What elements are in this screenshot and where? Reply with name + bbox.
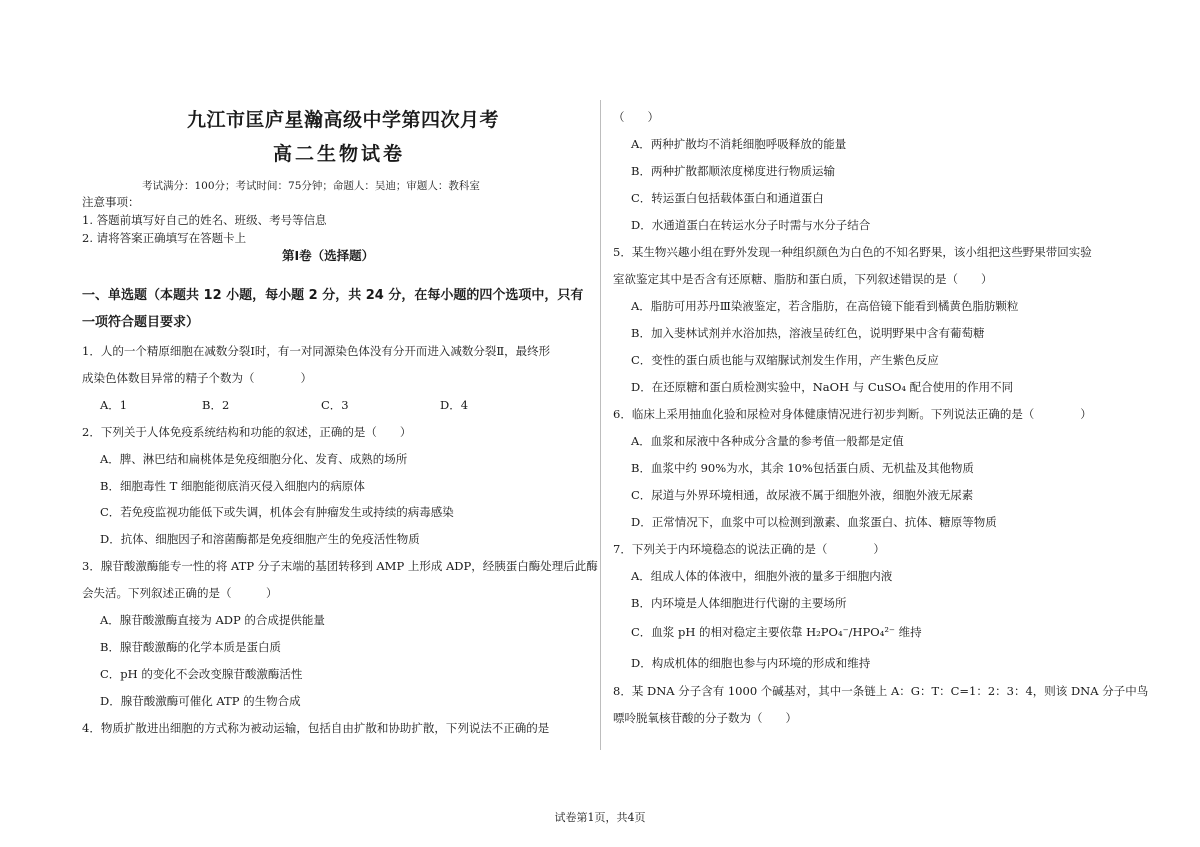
q7-option-d: D．构成机体的细胞也参与内环境的形成和维持 (631, 656, 871, 670)
q1-stem-line1: 1．人的一个精原细胞在减数分裂Ⅰ时，有一对同源染色体没有分开而进入减数分裂Ⅱ，最终形 (82, 344, 551, 358)
page-footer: 试卷第1页，共4页 (554, 811, 646, 824)
q8-stem-line2: 嘌呤脱氧核苷酸的分子数为（ ） (613, 711, 797, 725)
q6-option-a: A．血浆和尿液中各种成分含量的参考值一般都是定值 (631, 434, 904, 448)
notice-1: 1. 答题前填写好自己的姓名、班级、考号等信息 (82, 213, 327, 227)
q4-option-c: C．转运蛋白包括载体蛋白和通道蛋白 (631, 191, 824, 205)
q5-stem-line1: 5．某生物兴趣小组在野外发现一种组织颜色为白色的不知名野果，该小组把这些野果带回实验 (613, 245, 1092, 259)
q5-option-c: C．变性的蛋白质也能与双缩脲试剂发生作用，产生紫色反应 (631, 353, 939, 367)
notice-2: 2. 请将答案正确填写在答题卡上 (82, 231, 247, 245)
q2-option-d: D．抗体、细胞因子和溶菌酶都是免疫细胞产生的免疫活性物质 (100, 532, 420, 546)
section-heading: 第Ⅰ卷（选择题） (282, 248, 375, 263)
q5-stem-line2: 室欲鉴定其中是否含有还原糖、脂肪和蛋白质，下列叙述错误的是（ ） (613, 272, 993, 286)
q6-stem: 6．临床上采用抽血化验和尿检对身体健康情况进行初步判断。下列说法正确的是（ ） (613, 407, 1092, 421)
q1-option-b: B．2 (202, 398, 230, 412)
q2-option-a: A．脾、淋巴结和扁桃体是免疫细胞分化、发育、成熟的场所 (100, 452, 408, 466)
q1-option-a: A．1 (100, 398, 128, 412)
q7-option-c (613, 625, 922, 639)
q6-option-c: C．尿道与外界环境相通，故尿液不属于细胞外液，细胞外液无尿素 (631, 488, 974, 502)
q8-stem-line1: 8．某 DNA 分子含有 1000 个碱基对，其中一条链上 A：G：T：C=1：2：3：4，则该 DNA 分子中鸟 (613, 684, 1149, 698)
q7-option-a: A．组成人体的体液中，细胞外液的量多于细胞内液 (631, 569, 893, 583)
q1-stem-line2: 成染色体数目异常的精子个数为（ ） (82, 371, 312, 385)
q7-option-c-formula: H₂PO₄⁻/HPO₄²⁻ (806, 625, 896, 639)
q4-option-b: B．两种扩散都顺浓度梯度进行物质运输 (631, 164, 835, 178)
q3-option-a: A．腺苷酸激酶直接为 ADP 的合成提供能量 (100, 613, 325, 627)
q2-option-b: B．细胞毒性 T 细胞能彻底消灭侵入细胞内的病原体 (100, 479, 365, 493)
q2-stem: 2．下列关于人体免疫系统结构和功能的叙述，正确的是（ ） (82, 425, 412, 439)
q4-option-d: D．水通道蛋白在转运水分子时需与水分子结合 (631, 218, 871, 232)
q4-option-a: A．两种扩散均不消耗细胞呼吸释放的能量 (631, 137, 847, 151)
q3-stem-line1: 3．腺苷酸激酶能专一性的将 ATP 分子末端的基团转移到 AMP 上形成 ADP，经胰蛋白酶处理后此酶 (82, 559, 598, 573)
q5-option-b: B．加入斐林试剂并水浴加热，溶液呈砖红色，说明野果中含有葡萄糖 (631, 326, 985, 340)
exam-school-title: 九江市匡庐星瀚高级中学第四次月考 (187, 109, 500, 131)
q6-option-b: B．血浆中约 90%为水，其余 10%包括蛋白质、无机盐及其他物质 (631, 461, 974, 475)
q1-option-c: C．3 (321, 398, 349, 412)
part1-heading-line1: 一、单选题（本题共 12 小题，每小题 2 分，共 24 分，在每小题的四个选项中，只有 (82, 288, 584, 303)
exam-meta: 考试满分：100分；考试时间：75分钟；命题人：吴迪；审题人：教科室 (142, 180, 480, 192)
q7-option-c-suffix: 维持 (895, 625, 922, 639)
q2-option-c: C．若免疫监视功能低下或失调，机体会有肿瘤发生或持续的病毒感染 (100, 505, 454, 519)
q7-stem: 7．下列关于内环境稳态的说法正确的是（ ） (613, 542, 885, 556)
q5-option-d: D．在还原糖和蛋白质检测实验中，NaOH 与 CuSO₄ 配合使用的作用不同 (631, 380, 1014, 394)
q1-option-d: D．4 (440, 398, 469, 412)
q3-option-b: B．腺苷酸激酶的化学本质是蛋白质 (100, 640, 281, 654)
q4-stem-line2: （ ） (613, 110, 659, 124)
q6-option-d: D．正常情况下，血浆中可以检测到激素、血浆蛋白、抗体、糖原等物质 (631, 515, 997, 529)
q7-option-b: B．内环境是人体细胞进行代谢的主要场所 (631, 596, 847, 610)
q4-stem-line1: 4．物质扩散进出细胞的方式称为被动运输，包括自由扩散和协助扩散，下列说法不正确的是 (82, 721, 550, 735)
column-divider (600, 100, 601, 750)
q3-stem-line2: 会失活。下列叙述正确的是（ ） (82, 586, 278, 600)
part1-heading-line2: 一项符合题目要求） (82, 315, 200, 330)
q3-option-d: D．腺苷酸激酶可催化 ATP 的生物合成 (100, 694, 301, 708)
notice-title: 注意事项： (82, 195, 140, 209)
exam-subject-title: 高二生物试卷 (273, 143, 406, 165)
q3-option-c: C．pH 的变化不会改变腺苷酸激酶活性 (100, 667, 303, 681)
q5-option-a: A．脂肪可用苏丹Ⅲ染液鉴定，若含脂肪，在高倍镜下能看到橘黄色脂肪颗粒 (631, 299, 1019, 313)
q7-option-c-text: C．血浆 pH 的相对稳定主要依靠 (631, 625, 807, 639)
